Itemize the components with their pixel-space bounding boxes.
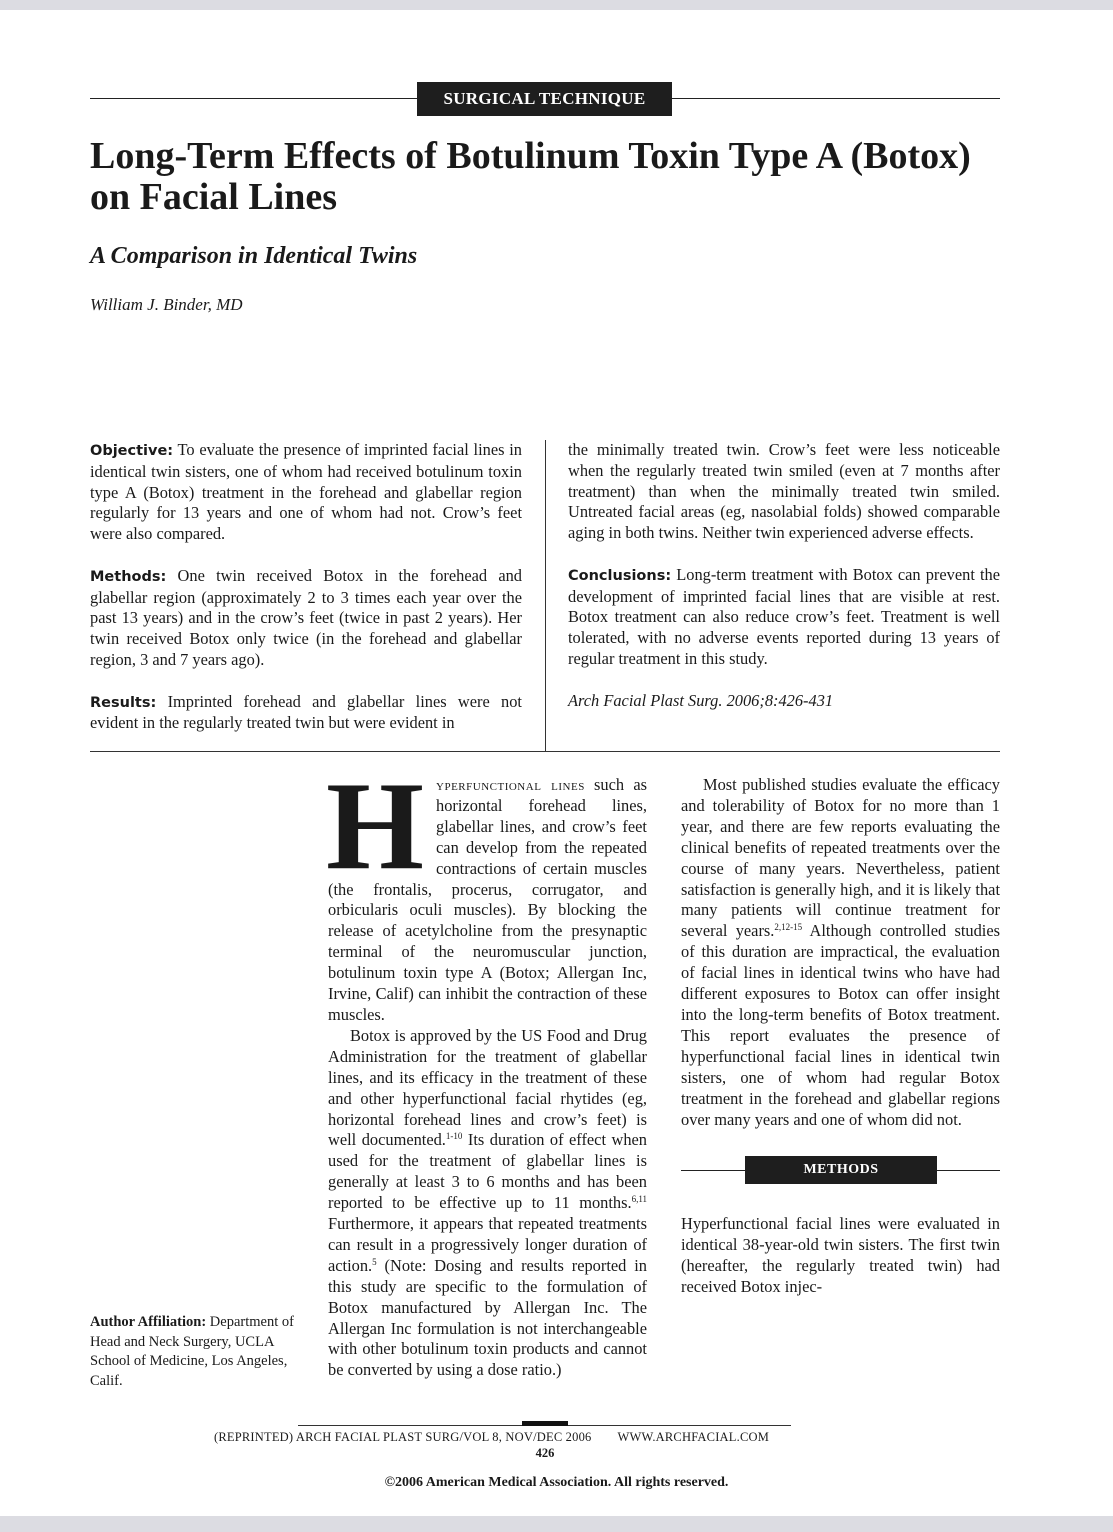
abstract-right-column [568,440,1000,732]
p2-part-c: Furthermore, it appears that repeated treatments can result in a progressively longer duration of action. [328,1214,647,1275]
article-title: Long-Term Effects of Botulinum Toxin Type A (Botox) on Facial Lines [90,135,971,218]
abstract-left-column [90,440,522,755]
p3-part-a: Most published studies evaluate the efficacy and tolerability of Botox for no more than 1 year, and there are few reports evaluating the clinical benefits of repeated treatments over the course of many years. Nevertheless, patient satisfaction is generally high, and it is likely that many patients will continue treatment for several years. [681,775,1000,941]
methods-heading [681,1156,1000,1184]
p2-part-b: Its duration of effect when used for the treatment of glabellar lines is generally at least 3 to 6 months and has been reported to be effective up to 11 months. [328,1130,647,1213]
abstract-objective [90,440,522,545]
methods-paragraph-1: Hyperfunctional facial lines were evaluated in identical 38-year-old twin sisters. The first twin (hereafter, the regularly treated twin) had received Botox injec- [681,1214,1000,1297]
intro-paragraph-2 [328,1026,647,1381]
results-text-a: Imprinted forehead and glabellar lines were not evident in the regularly treated twin but were evident in [90,691,522,733]
reference: 2,12-15 [774,922,803,933]
p3-part-b: Although controlled studies of this duration are impractical, the evaluation of facial lines in identical twins who have had different exposures to Botox can offer insight into the long-term benefits of Botox treatment. This report evaluates the presence of hyperfunctional facial lines in identical twin sisters, one of whom had regular Botox treatment in the forehead and glabellar regions over many years and one of whom did not. [681,921,1000,1129]
top-margin-band [0,0,1113,10]
abstract-methods [90,566,522,671]
objective-label: Objective: [90,443,174,459]
conclusions-label: Conclusions: [568,567,672,584]
copyright-notice: ©2006 American Medical Association. All rights reserved. [384,1475,729,1490]
abstract-conclusions [568,565,1000,670]
methods-label: METHODS [745,1156,937,1184]
page-number: 426 [535,1446,555,1460]
intro-p1-text: such as horizontal forehead lines, glabellar lines, and crow’s feet can develop from the repeated contractions of certain muscles (the frontalis, procerus, corrugator, and orbicularis oculi muscles). By blocking the release of acetylcholine from the presynaptic terminal of the neuromuscular junction, botulinum toxin type A (Botox; Allergan Inc, Irvine, Calif) can inhibit the contraction of these muscles. [328,775,647,1024]
abstract-results [90,692,522,735]
running-footer [214,1430,814,1445]
abstract-divider [545,440,546,752]
intro-paragraph-1 [326,757,647,1026]
methods-text: One twin received Botox in the forehead and glabellar region (approximately 2 to 3 times each year over the past 13 years) and in the crow’s feet (twice in past 2 years). Her twin received Botox only twice (in the forehead and glabellar region, 3 and 7 years ago). [90,565,522,669]
conclusions-text: Long-term treatment with Botox can prevent the development of imprinted facial lines that are visible at rest. Botox treatment can also reduce crow’s feet. Treatment is well tolerated, with no adverse events reported during 13 years of regular treatment in this study. [568,564,1000,668]
bottom-margin-band [0,1516,1113,1532]
p2-part-a: Botox is approved by the US Food and Drug Administration for the treatment of glabellar lines, and its efficacy in the treatment of these and other hyperfunctional facial rhytides (eg, horizontal forehead lines and crow’s feet) is well documented. [328,1025,647,1150]
intro-paragraph-3 [681,775,1000,1130]
citation: Arch Facial Plast Surg. 2006;8:426-431 [568,690,834,710]
body-column-2 [681,775,1000,1298]
lead-caps: yperfunctional lines [436,775,585,794]
affiliation-label: Author Affiliation: [90,1314,207,1330]
reference: 6,11 [631,1194,647,1205]
footer-journal: (REPRINTED) ARCH FACIAL PLAST SURG/VOL 8, NOV/DEC 2006 [214,1430,592,1444]
abstract-bottom-rule [90,751,1000,752]
body-column-1 [326,757,647,1381]
objective-text: To evaluate the presence of imprinted facial lines in identical twin sisters, one of whom had received botulinum toxin type A (Botox) treatment in the forehead and glabellar region regularly for 13 years and one of whom had not. Crow’s feet were also compared. [90,440,522,544]
article-subtitle: A Comparison in Identical Twins [90,243,418,269]
affiliation-text: Department of Head and Neck Surgery, UCLA School of Medicine, Los Angeles, Calif. [90,1314,294,1389]
results-label: Results: [90,694,157,711]
p2-part-d: (Note: Dosing and results reported in this study are specific to the formulation of Botox manufactured by Allergan Inc. The Allergan Inc formulation is not interchangeable with other botulinum toxin products and cannot be converted by using a dose ratio.) [328,1255,647,1380]
drop-cap: H [326,757,425,896]
footer-marker [522,1421,568,1426]
author-name: William J. Binder, MD [90,295,243,314]
methods-label: Methods: [90,568,167,585]
reference: 1-10 [445,1131,463,1142]
footer-url: WWW.ARCHFACIAL.COM [617,1430,770,1444]
author-affiliation [90,1313,305,1391]
reference: 5 [372,1256,377,1267]
section-label: SURGICAL TECHNIQUE [417,82,672,116]
results-text-b: the minimally treated twin. Crow’s feet were less noticeable when the regularly treated twin smiled (even at 7 months after treatment) than when the minimally treated twin smiled. Untreated facial areas (eg, nasolabial folds) showed comparable aging in both twins. Neither twin experienced adverse effects. [568,440,1000,543]
